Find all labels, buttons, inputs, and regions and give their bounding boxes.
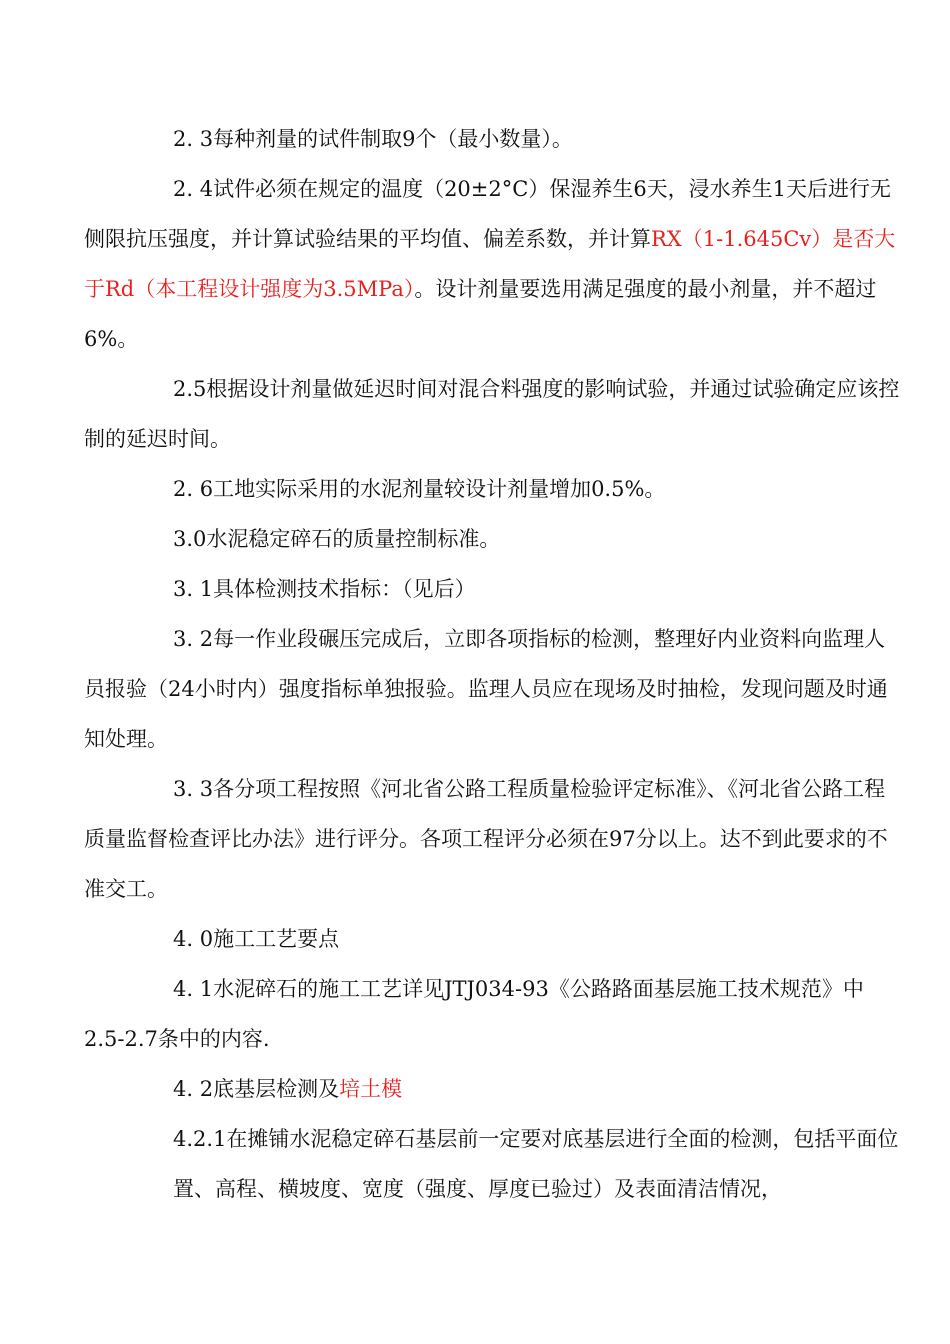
heading-4-2 xyxy=(84,1064,904,1114)
highlighted-text: 培土模 xyxy=(339,1077,403,1101)
text-run: 4. 1水泥碎石的施工工艺详见JTJ034-93《公路路面基层施工技术规范》中2.5-2.7条中的内容. xyxy=(84,977,864,1051)
text-run: 2.5根据设计剂量做延迟时间对混合料强度的影响试验，并通过试验确定应该控制的延迟时间。 xyxy=(84,377,900,451)
paragraph-2-3 xyxy=(84,114,904,164)
text-run: 2. 4试件必须在规定的温度（20±2°C）保湿养生6天，浸水养生1天后进行无侧限抗压强度，并计算试验结果的平均值、偏差系数，并计算 xyxy=(84,177,892,251)
paragraph-3-1 xyxy=(84,564,904,614)
text-run: 2. 3每种剂量的试件制取9个（最小数量）。 xyxy=(173,127,573,151)
heading-3-0 xyxy=(84,514,904,564)
text-run: 3. 3各分项工程按照《河北省公路工程质量检验评定标准》、《河北省公路工程质量监督检查评比办法》进行评分。各项工程评分必须在97分以上。达不到此要求的不准交工。 xyxy=(84,777,888,901)
paragraph-4-2-1 xyxy=(173,1114,904,1214)
text-run: 4. 2底基层检测及 xyxy=(173,1077,340,1101)
text-run: 4.2.1在摊铺水泥稳定碎石基层前一定要对底基层进行全面的检测，包括平面位置、高程、横坡度、宽度（强度、厚度已验过）及表面清洁情况， xyxy=(173,1127,899,1201)
paragraph-2-6 xyxy=(84,464,904,514)
paragraph-2-4 xyxy=(84,164,904,364)
highlighted-formula-text: RX（1-1.645Cv）是否大于Rd（本工程设计强度为3.5MPa） xyxy=(84,227,896,301)
paragraph-2-5 xyxy=(84,364,904,464)
text-run: 2. 6工地实际采用的水泥剂量较设计剂量增加0.5%。 xyxy=(173,477,666,501)
text-run: 3. 1具体检测技术指标：（见后） xyxy=(173,577,476,601)
text-run: 3.0水泥稳定碎石的质量控制标准。 xyxy=(173,527,501,551)
paragraph-4-1 xyxy=(84,964,904,1064)
text-run: 3. 2每一作业段碾压完成后，立即各项指标的检测，整理好内业资料向监理人员报验（24小时内）强度指标单独报验。监理人员应在现场及时抽检，发现问题及时通知处理。 xyxy=(84,627,888,751)
text-run: 。设计剂量要选用满足强度的最小剂量，并不超过6%。 xyxy=(84,277,877,351)
paragraph-3-3 xyxy=(84,764,904,914)
paragraph-3-2 xyxy=(84,614,904,764)
heading-4-0 xyxy=(84,914,904,964)
text-run: 4. 0施工工艺要点 xyxy=(173,927,340,951)
